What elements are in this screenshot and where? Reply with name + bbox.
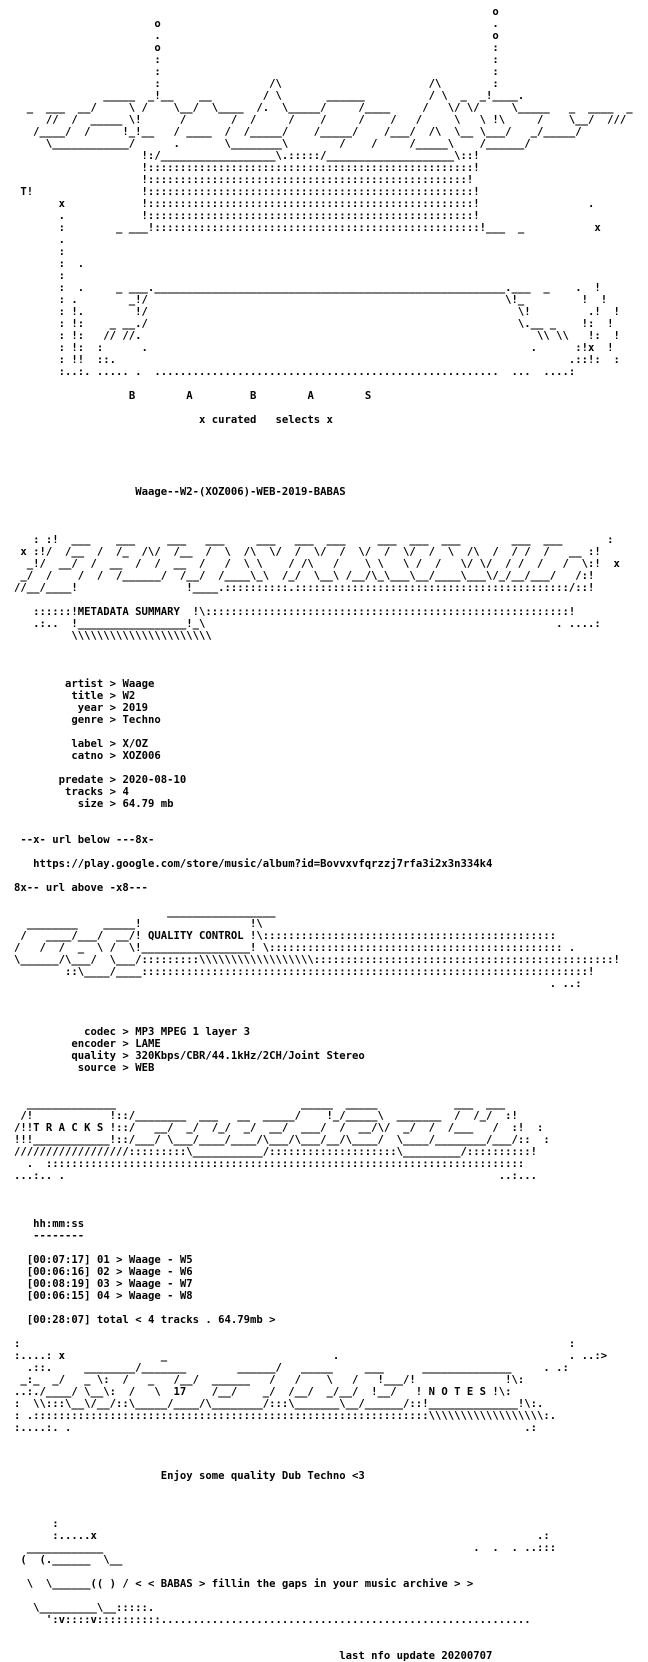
track-row: [00:06:15] 04 > Waage - W8: [26, 1290, 193, 1302]
track-artist: Waage: [128, 1278, 161, 1290]
metadata-title-row: ::::::!METADATA SUMMARY !\:::::::::::::::::::::::::::::::::::::::::::::::::::::::::! .:.. !_________________!_\ . ....: \\\\\\\\\\\\\\\\\\\\\\: [14, 606, 601, 642]
curated-line: [14, 414, 633, 426]
tracks-section-title: T R A C K S: [33, 1122, 104, 1134]
meta-artist-value: Waage: [122, 678, 155, 690]
quality-quality-value: 320Kbps/CBR/44.1kHz/2CH/Joint Stereo: [135, 1050, 365, 1062]
quality-encoder-value: LAME: [135, 1038, 161, 1050]
quality-source-value: WEB: [135, 1062, 155, 1074]
release-name: Waage--W2-(XOZ006)-WEB-2019-BABAS: [135, 486, 346, 498]
last-update: last nfo update 20200707: [339, 1650, 493, 1662]
logo-letter-s: S: [364, 390, 372, 402]
meta-catno-value: XOZ006: [122, 750, 161, 762]
track-time: [00:07:17]: [26, 1254, 91, 1266]
track-number: 01: [96, 1254, 110, 1266]
time-column-rule: --------: [33, 1230, 85, 1242]
track-artist: Waage: [128, 1266, 161, 1278]
meta-tracks-value: 4: [122, 786, 129, 798]
nfo-document: o o . . o o : : : : : : /\ /\ : _____ _!__ __ / \ ______ / \ _ _!____. _ ___ __/ \ / \__/ \____ /. \_____/ /____ / \/ \/ \_____ _ ____ _ // / _____ \! / / / / / / / / \ \ !\ / \__/ /// /____/ / !_!__ / ____ / /_____/ /_____/ /___/ /\ \__ \___/ _/_____/ \____________/ . \________\ / / /_____\ /______/ !:/__________________\.:::::/____________________\::! !:::::::::::::::::::::::::::::::::::::::::::::::::::! !::::::::::::::::::::::::::::::::::::::::::::::::::! T! !:::::::::::::::::::::::::::::::::::::::::::::::::::! x !:::::::::::::::::::::::::::::::::::::::::::::::::::! . . !:::::::::::::::::::::::::::::::::::::::::::::::::::! : _ ___!:::::::::::::::::::::::::::::::::::::::::::::::::::!___ _ x . : : . : : . _ ___._______________________________________________________.___ _ . ! : . _!/ \!_ ! ! : !. !/ \! .! ! : !: _ __./ \.__ _ !: ! : !: // //. \\ \\ !: ! : !: : . . :!x ! : !! ::. .::!: : :..:. ..... . ...................................................... ... ....: B A B A S x curated selects x Waage--W2-(XOZ006)-WEB-2019-BABAS : :! ___ ___ ___ ___ ___ ___ ___ ___ ___ ___ ___ ___ : x :!/ /__ / /_ /\/ /__ / \ /\ \/ / \/ / \/ / \/ / \ /\ / / / / __ :! _!/ __/ / __ / / __ / / \ \ / /\ / \ \ \ / / \/ \/ / / / / \:! x _/ / / / /______/ /__/ /____\_\ /_/ \__\ /__/\_\___\__/____\___\/_/__/___/ /:! //__/____! !____.::::::::::.:::::::::::::::::::::::::::::::::::::::::::/::! ::::::!METADATA SUMMARY !\:::::::::::::::::::::::::::::::::::::::::::::::::::::::::! .:.. !_________________!_\ . ....: \\\\\\\\\\\\\\\\\\\\\\ artist > Waage title > W2 year > 2019 genre > Techno label > X/OZ catno > XOZ006 predate > 2020-08-10 tracks > 4 size > 64.79 mb --x- url below ---8x- https://play.google.com/store/music/album?id=Bovvxvfqrzzj7rfa3i2x3n334k4 8x-- url above -x8--- _________________ ________ _____! !\ / ____/___/ __/! QUALITY CONTROL !\:::::::::::::::::::::::::::::::::::::::::::::: / / / _ \ / \!_________________! \:::::::::::::::::::::::::::::::::::::::::::::: . \______/\___/ \___/:::::::::\\\\\\\\\\\\\\\\\\:::::::::::::::::::::::::::::::::::::::::::::::! ::\____/____::::::::::::::::::::::::::::::::::::::::::::::::::::::::::::::::::::::! . ..: codec > MP3 MPEG 1 layer 3 encoder > LAME quality > 320Kbps/CBR/44.1kHz/2CH/Joint Stereo source > WEB ______________ _____ _____ ___ ___ /! !::/________ ___ __ _____/ !_/_____\ _______ / /_/ :! /!!T R A C K S !::/ __/ _/ /_/ _/ __/ ___/ / __/\/ _/ / /___ / :! : !!!____________!::/___/ \___/____/____/\___/\___/__/\____/ \____/________/___/:: : //////////////////:::::::::\___________/::::::::::::::::::::\_________/::::::::::! . ::::::::::::::::::::::::::::::::::::::::::::::::::::::::::::::::::::::::::: ...:.. . ..:... hh:mm:ss -------- [00:07:17] 01 > Waage - W5 [00:06:16] 02 > Waage - W6 [00:08:19] 03 > Waage - W7 [00:06:15] 04 > Waage - W8 [00:28:07] total < 4 tracks . 64.79mb > : : :....: x _ . . ..:> .::. ________/_______ ______/ _____ ___ ______________ . .: _:_ _/ _ \: / _ /__/ ______ / / \ / !___/! !\: ..:./____/ \__\: / \ 17 /__/ _/ /__/ _/__/ !__/ ! N O T E S !\: : \\:::\__\/__/::\_____/____/\________/:::\_______\__/______/::!______________!\:. : .::::::::::::::::::::::::::::::::::::::::::::::::::::::::::::::\\\\\\\\\\\\\\\\\\:. :....:. . .: Enjoy some quality Dub Techno <3 : :.....x .: ____________ . . . ..::: ( (.______ \__ \ \______(( ) / < < BABAS > fillin the gaps in your music archive > > \_________\__:::::. ':v::::v::::::::::.......................................................... last nfo update 20200707: [14, 6, 633, 1662]
track-time: [00:08:19]: [26, 1278, 91, 1290]
track-row: [00:08:19] 03 > Waage - W7: [26, 1278, 193, 1290]
track-title: W8: [179, 1290, 193, 1302]
babas-logo-row: [14, 390, 633, 402]
album-url-link[interactable]: https://play.google.com/store/music/album?id=Bovvxvfqrzzj7rfa3i2x3n334k4: [33, 858, 493, 870]
header-art: o o . . o o : : : : : : /\ /\ : _____ _!__ __ / \ ______ / \ _ _!____. _ ___ __/ \ / \__/ \____ /. \_____/ /____ / \/ \/ \_____ _ ____ _ // / _____ \! / / / / / / / / \ \ !\ / \__/ /// /____/ / !_!__ / ____ / /_____/ /_____/ /___/ /\ \__ \___/ _/_____/ \____________/ . \________\ / / /_____\ /______/ !:/__________________\.:::::/____________________\::! !:::::::::::::::::::::::::::::::::::::::::::::::::::! !::::::::::::::::::::::::::::::::::::::::::::::::::! T! !:::::::::::::::::::::::::::::::::::::::::::::::::::! x !:::::::::::::::::::::::::::::::::::::::::::::::::::! . . !:::::::::::::::::::::::::::::::::::::::::::::::::::! : _ ___!:::::::::::::::::::::::::::::::::::::::::::::::::::!___ _ x . : : . : : . _ ___._______________________________________________________.___ _ . ! : . _!/ \!_ ! ! : !. !/ \! .! ! : !: _ __./ \.__ _ !: ! : !: // //. \\ \\ !: ! : !: : . . :!x ! : !! ::. .::!: : :..:. ..... . ...................................................... ... ....:: [20, 6, 633, 378]
track-row: [00:07:17] 01 > Waage - W5: [26, 1254, 193, 1266]
track-time: [00:06:15]: [26, 1290, 91, 1302]
footer-art-top: : :.....x .: ____________ . . . ..::: ( (.______ \__: [20, 1518, 557, 1566]
logo-letter-b1: B: [128, 390, 136, 402]
time-column-header: hh:mm:ss: [33, 1218, 85, 1230]
url-above-marker: 8x-- url above -x8---: [14, 882, 148, 894]
quality-codec-value: MP3 MPEG 1 layer 3: [135, 1026, 250, 1038]
meta-genre-value: Techno: [122, 714, 161, 726]
footer-tagline: < < BABAS > fillin the gaps in your music archive > >: [135, 1578, 474, 1590]
metadata-banner-art: : :! ___ ___ ___ ___ ___ ___ ___ ___ ___ ___ ___ ___ : x :!/ /__ / /_ /\/ /__ / \ /\ \/ / \/ / \/ / \/ / \ /\ / / / / __ :! _!/ __/ / __ / / __ / / \ \ / /\ / \ \ \ / / \/ \/ / / / / \:! x _/ / / / /______/ /__/ /____\_\ /_/ \__\ /__/\_\___\__/____\___\/_/__/___/ /:! //__/____! !____.::::::::::.:::::::::::::::::::::::::::::::::::::::::::/::!: [14, 534, 620, 594]
logo-letter-a2: A: [307, 390, 314, 402]
track-artist: Waage: [128, 1254, 161, 1266]
tracks-banner-art: ______________ _____ _____ ___ ___ /! !::/________ ___ __ _____/ !_/_____\ _______ / /_/ :! /!!T R A C K S !::/ __/ _/ /_/ _/ __/ ___/ / __/\/ _/ / /___ / :! : !!!____________!::/___/ \___/____/____/\___/\___/__/\____/ \____/________/___/:: : //////////////////:::::::::\___________/::::::::::::::::::::\_________/::::::::::! . ::::::::::::::::::::::::::::::::::::::::::::::::::::::::::::::::::::::::::: ...:.. . ..:...: [14, 1098, 550, 1182]
track-number: 04: [96, 1290, 110, 1302]
track-artist: Waage: [128, 1290, 161, 1302]
footer-art-bottom: \_________\__:::::. ':v::::v::::::::::..........................................................: [33, 1602, 531, 1626]
track-title: W5: [179, 1254, 193, 1266]
meta-title-value: W2: [122, 690, 136, 702]
track-number: 03: [96, 1278, 110, 1290]
tracklist-total: [00:28:07] total < 4 tracks . 64.79mb >: [26, 1314, 276, 1326]
logo-letter-b2: B: [250, 390, 257, 402]
track-row: [00:06:16] 02 > Waage - W6: [26, 1266, 193, 1278]
track-title: W7: [179, 1278, 193, 1290]
notes-text: Enjoy some quality Dub Techno <3: [160, 1470, 365, 1482]
meta-predate-value: 2020-08-10: [122, 774, 187, 786]
meta-size-value: 64.79 mb: [122, 798, 174, 810]
notes-banner-art: : : :....: x _ . . ..:> .::. ________/_______ ______/ _____ ___ ______________ . .: _:_ _/ _ \: / _ /__/ ______ / / \ / !___/! !\: ..:./____/ \__\: / \ 17 /__/ _/ /__/ _/__/ !__/ ! N O T E S !\: : \\:::\__\/__/::\_____/____/\________/:::\_______\__/______/::!______________!\:. : .::::::::::::::::::::::::::::::::::::::::::::::::::::::::::::::\\\\\\\\\\\\\\\\\\:. :....:. . .:: [14, 1338, 608, 1434]
footer-tagline-row: \ \______(( ) / < < BABAS > fillin the gaps in your music archive > >: [14, 1578, 474, 1590]
meta-label-value: X/OZ: [122, 738, 148, 750]
url-below-marker: --x- url below ---8x-: [20, 834, 155, 846]
meta-year-value: 2019: [122, 702, 148, 714]
curated-selects-text: x curated selects x: [198, 414, 333, 426]
logo-letter-a1: A: [186, 390, 193, 402]
quality-section-title: QUALITY CONTROL: [147, 930, 244, 942]
quality-banner-art: _________________ ________ _____! !\ / ____/___/ __/! QUALITY CONTROL !\:::::::::::::::::::::::::::::::::::::::::::::: / / / _ \ / \!_________________! \:::::::::::::::::::::::::::::::::::::::::::::: . \______/\___/ \___/:::::::::\\\\\\\\\\\\\\\\\\:::::::::::::::::::::::::::::::::::::::::::::::! ::\____/____::::::::::::::::::::::::::::::::::::::::::::::::::::::::::::::::::::::! . ..:: [14, 906, 620, 990]
notes-section-title: N O T E S: [428, 1386, 486, 1398]
track-number: 02: [96, 1266, 110, 1278]
track-title: W6: [179, 1266, 193, 1278]
metadata-section-title: METADATA SUMMARY: [77, 606, 180, 618]
track-time: [00:06:16]: [26, 1266, 91, 1278]
